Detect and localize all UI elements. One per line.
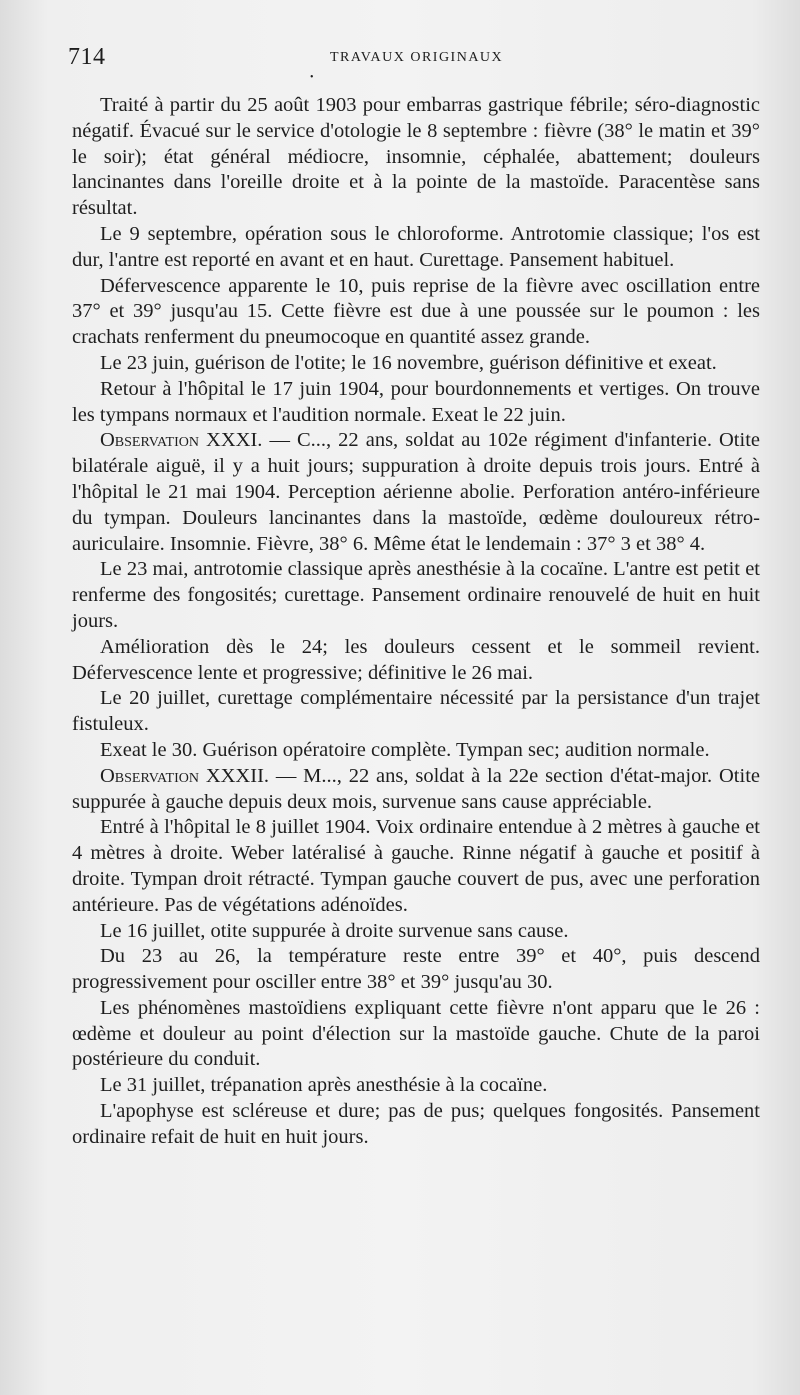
paragraph: Les phénomènes mastoïdiens expliquant cette fièvre n'ont apparu que le 26 : œdème et douleur au point d'élection sur la mastoïde gauche. Chute de la paroi postérieure du conduit. (72, 996, 760, 1071)
paragraph: Traité à partir du 25 août 1903 pour embarras gastrique fébrile; séro-diagnostic négatif. Évacué sur le service d'otologie le 8 septembre : fièvre (38° le matin et 39° le soir); état général médiocre, insomnie, céphalée, abattement; douleurs lancinantes dans l'oreille droite et à la pointe de la mastoïde. Paracentèse sans résultat. (72, 94, 760, 220)
paragraph: Le 9 septembre, opération sous le chloroforme. Antrotomie classique; l'os est dur, l'antre est reporté en avant et en haut. Curettage. Pansement habituel. (72, 222, 760, 271)
paragraph: Retour à l'hôpital le 17 juin 1904, pour bourdonnements et vertiges. On trouve les tympans normaux et l'audition normale. Exeat le 22 juin. (72, 377, 760, 426)
body-text (72, 93, 760, 1151)
paragraph: Du 23 au 26, la température reste entre 39° et 40°, puis descend progressivement pour osciller entre 38° et 39° jusqu'au 30. (72, 945, 760, 994)
observation-31-intro (72, 428, 760, 557)
observation-32-label: Observation XXXII. (100, 764, 270, 787)
running-title: TRAVAUX ORIGINAUX (330, 50, 504, 65)
paragraph: Amélioration dès le 24; les douleurs cessent et le sommeil revient. Défervescence lente et progressive; définitive le 26 mai. (72, 635, 760, 684)
paragraph: Exeat le 30. Guérison opératoire complète. Tympan sec; audition normale. (100, 738, 710, 761)
observation-31-label: Observation XXXI. (100, 429, 263, 452)
observation-31-text: — C..., 22 ans, soldat au 102e régiment d'infanterie. Otite bilatérale aiguë, il y a huit jours; suppuration à droite depuis trois jours. Entré à l'hôpital le 21 mai 1904. Perception aérienne abolie. Perforation antéro-inférieure du tympan. Douleurs lancinantes dans la mastoïde, œdème douloureux rétro-auriculaire. Insomnie. Fièvre, 38° 6. Même état le lendemain : 37° 3 et 38° 4. (72, 429, 760, 555)
ink-mark: • (310, 72, 314, 83)
observation-32-intro (72, 764, 760, 816)
paragraph: Le 16 juillet, otite suppurée à droite survenue sans cause. (100, 919, 569, 942)
page-header (68, 44, 758, 74)
paragraph: Le 31 juillet, trépanation après anesthésie à la cocaïne. (100, 1074, 548, 1097)
observation-32-text: — M..., 22 ans, soldat à la 22e section d'état-major. Otite suppurée à gauche depuis deux mois, survenue sans cause appréciable. (72, 764, 760, 813)
paragraph: Le 23 mai, antrotomie classique après anesthésie à la cocaïne. L'antre est petit et renferme des fongosités; curettage. Pansement ordinaire renouvelé de huit en huit jours. (72, 558, 760, 632)
paragraph: L'apophyse est scléreuse et dure; pas de pus; quelques fongosités. Pansement ordinaire refait de huit en huit jours. (72, 1100, 760, 1148)
paragraph: Le 23 juin, guérison de l'otite; le 16 novembre, guérison définitive et exeat. (100, 351, 717, 374)
paragraph: Défervescence apparente le 10, puis reprise de la fièvre avec oscillation entre 37° et 39° jusqu'au 15. Cette fièvre est due à une poussée sur le poumon : les crachats renferment du pneumocoque en quantité assez grande. (72, 274, 760, 349)
paragraph: Le 20 juillet, curettage complémentaire nécessité par la persistance d'un trajet fistuleux. (72, 687, 760, 736)
page-number: 714 (68, 44, 106, 70)
paragraph: Entré à l'hôpital le 8 juillet 1904. Voix ordinaire entendue à 2 mètres à gauche et 4 mètres à droite. Weber latéralisé à gauche. Rinne négatif à gauche et positif à droite. Tympan droit rétracté. Tympan gauche couvert de pus, avec une perforation antérieure. Pas de végétations adénoïdes. (72, 816, 760, 916)
